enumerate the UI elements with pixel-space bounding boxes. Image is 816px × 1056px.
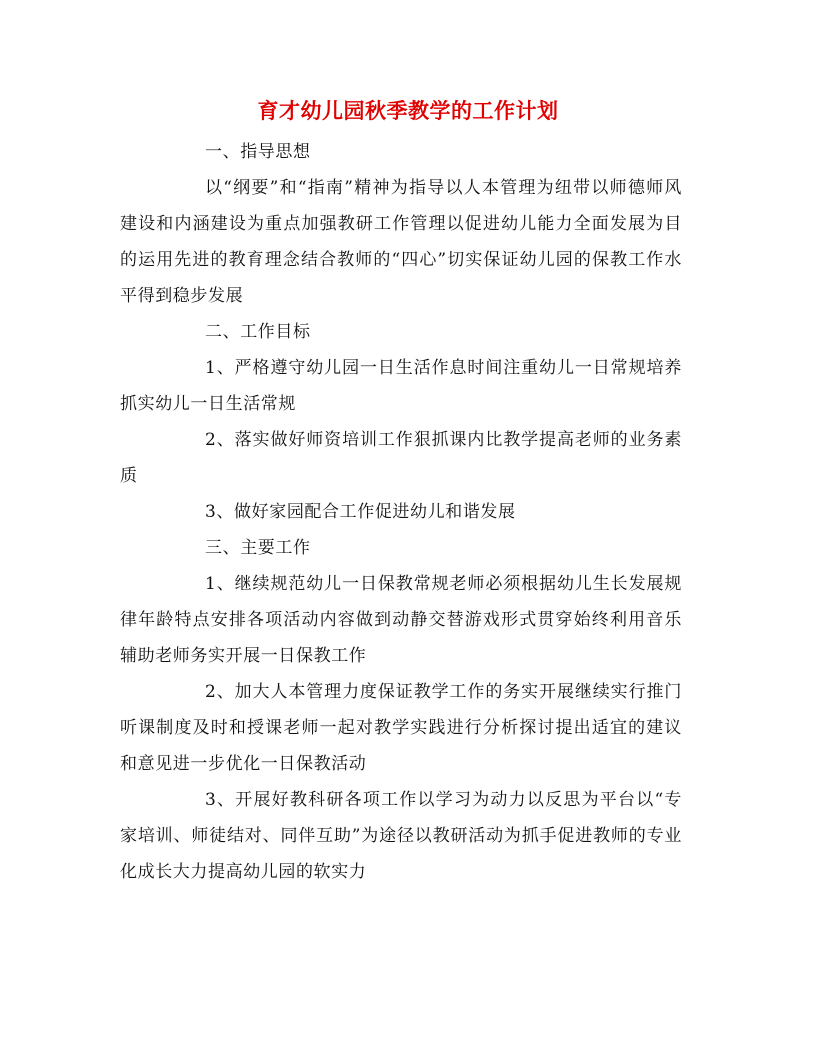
paragraph-work-3: 3、开展好教科研各项工作以学习为动力以反思为平台以“专家培训、师徒结对、同伴互助”为途径以教研活动为抓手促进教师的专业化成长大力提高幼儿园的软实力 bbox=[120, 790, 682, 882]
section-heading-main-work: 三、主要工作 bbox=[205, 538, 311, 558]
document-title: 育才幼儿园秋季教学的工作计划 bbox=[257, 98, 559, 123]
section-heading-guiding-ideology: 一、指导思想 bbox=[205, 142, 311, 162]
paragraph-goal-3: 3、做好家园配合工作促进幼儿和谐发展 bbox=[205, 502, 516, 522]
paragraph-goal-2: 2、落实做好师资培训工作狠抓课内比教学提高老师的业务素质 bbox=[120, 430, 682, 486]
paragraph-guiding-ideology: 以“纲要”和“指南”精神为指导以人本管理为纽带以师德师风建设和内涵建设为重点加强教研工作管理以促进幼儿能力全面发展为目的运用先进的教育理念结合教师的“四心”切实保证幼儿园的保教工作水平得到稳步发展 bbox=[120, 178, 682, 306]
section-heading-work-goals: 二、工作目标 bbox=[205, 322, 311, 342]
paragraph-goal-1: 1、严格遵守幼儿园一日生活作息时间注重幼儿一日常规培养抓实幼儿一日生活常规 bbox=[120, 358, 682, 414]
paragraph-work-1: 1、继续规范幼儿一日保教常规老师必须根据幼儿生长发展规律年龄特点安排各项活动内容做到动静交替游戏形式贯穿始终利用音乐辅助老师务实开展一日保教工作 bbox=[120, 574, 682, 666]
document-body bbox=[120, 134, 682, 890]
paragraph-work-2: 2、加大人本管理力度保证教学工作的务实开展继续实行推门听课制度及时和授课老师一起对教学实践进行分析探讨提出适宜的建议和意见进一步优化一日保教活动 bbox=[120, 682, 682, 774]
